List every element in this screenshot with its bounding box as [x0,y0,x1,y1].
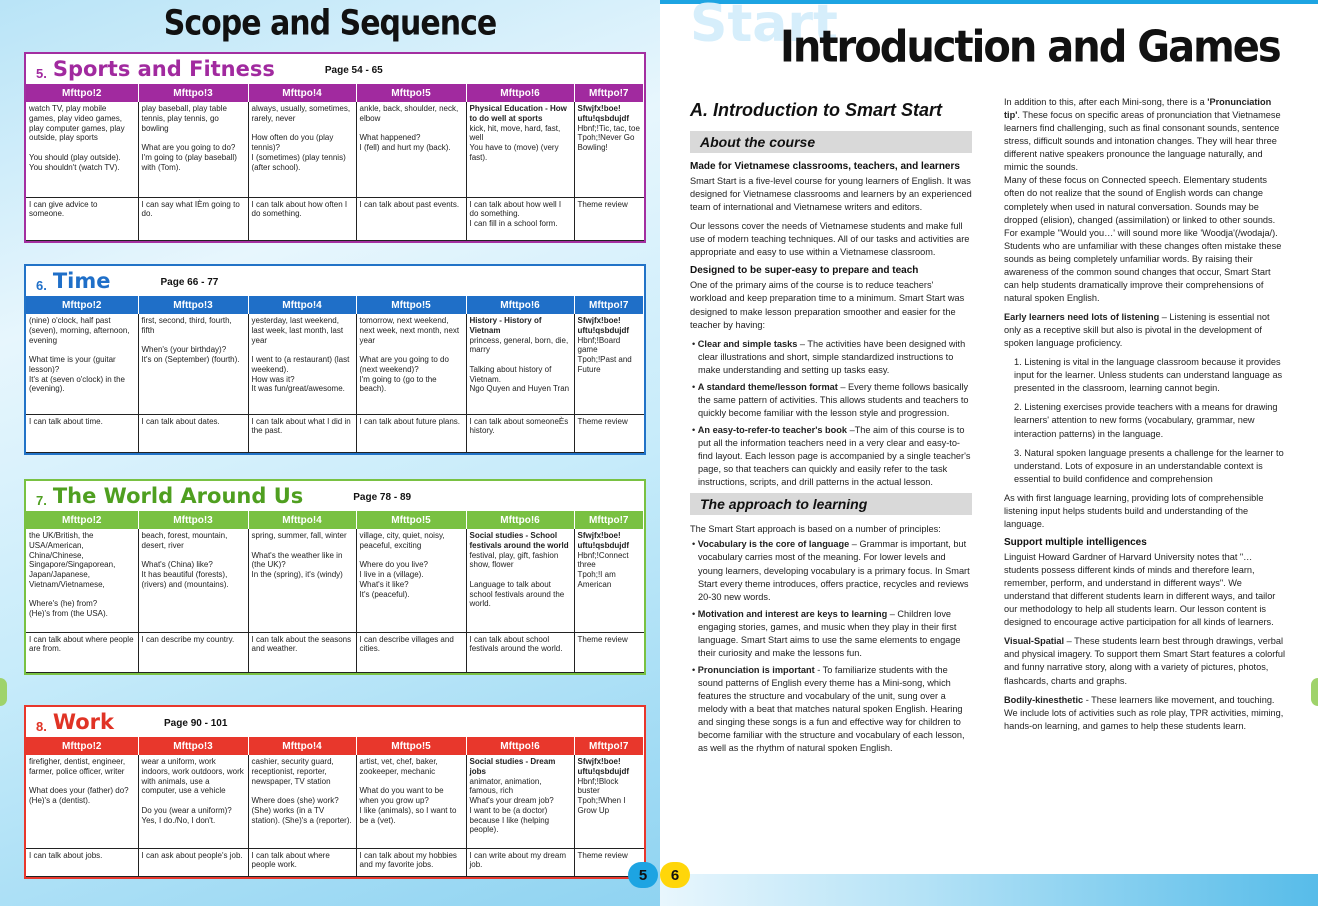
lesson-header: Mfttpo!3 [138,84,248,102]
section-pages: Page 66 - 77 [160,277,219,288]
lesson-header: Mfttpo!4 [248,511,356,529]
cell-heading: Social studies - School festivals around the world [469,531,569,550]
lesson-content-cell: play baseball, play table tennis, play tennis, go bowling What are you going to do? I'm going to (play baseball) with (Tom). [138,102,248,197]
section-work [24,705,646,879]
lesson-content-cell: spring, summer, fall, winter What's the weather like in (the UK)? In the (spring), it's (windy) [248,529,356,632]
lesson-header: Mfttpo!6 [466,737,574,755]
bullet-item: • Pronunciation is important - To familiarize students with the sound patterns of English every theme has a Mini-song, which features the structure and vocabulary of the unit, sung over a melody with a beat that matches natural spoken English. Hearing and singing these songs is a fun and effective way for children to become familiar with the structure and vocabulary of each lesson, as well as the rhythm of natural spoken English. [692,664,965,754]
section-pages: Page 78 - 89 [353,492,412,503]
page-number-right: 6 [660,862,690,888]
heading-a: A. Introduction to Smart Start [690,100,942,120]
section-time [24,264,646,455]
easy-paragraph: One of the primary aims of the course is to reduce teachers' workload and keep preparation time to a minimum. Smart Start was designed to make lesson preparation smoother and easier for the teacher by having: [690,280,965,330]
pronunciation-paragraph [1004,96,1286,305]
lesson-header: Mfttpo!4 [248,84,356,102]
lesson-goal-cell: I can ask about people's job. [138,848,248,876]
section-number: 7. [36,493,47,508]
lesson-header: Mfttpo!4 [248,296,356,314]
bullet-item: • Vocabulary is the core of language – Grammar is important, but vocabulary carries most of the meaning. For lower levels and young learners, developing vocabulary is a primary focus. In Smart Start every theme introduces, offers practice, recycles and reviews 20-30 new words. [692,539,970,602]
cell-text: Hbnf;!Board game Tpoh;!Past and Future [577,335,632,374]
lesson-header: Mfttpo!4 [248,737,356,755]
lesson-header: Mfttpo!2 [26,511,138,529]
cell-text: animator, animation, famous, rich What's your dream job? I want to be (a doctor) because I like (helping people). [469,776,554,835]
lesson-header: Mfttpo!5 [356,737,466,755]
cell-heading: Sfwjfx!boe! uftu!qsbdujdf [577,316,630,335]
pronunciation-tip-label: 'Pronunciation tip' [1004,97,1272,121]
right-column [1004,96,1286,739]
lesson-table [26,737,644,877]
cell-text: princess, general, born, die, marry Talking about history of Vietnam. Ngo Quyen and Huyen Tran [469,335,570,394]
lesson-goal-cell: I can talk about my hobbies and my favorite jobs. [356,848,466,876]
section-number: 6. [36,278,47,293]
lesson-content-cell [466,755,574,848]
lesson-content-cell [574,102,644,197]
cell-text: Hbnf;!Block buster Tpoh;!When I Grow Up [577,776,626,815]
bullet-text: – Grammar is important, but vocabulary carries most of the meaning. For lower levels and young learners, developing vocabulary is a primary focus. In Smart Start every theme introduces, offers practice, recycles and reviews 20-30 new words. [698,539,970,602]
text-run: In addition to this, after each Mini-song, there is a [1004,97,1208,107]
text-run: – These students learn best through drawings, verbal and physical imagery. To support them Smart Start features a colorful and funny narrative story, along with a variety of pictures, photos, flashcards, charts and graphs. [1004,636,1286,686]
lesson-goal-cell: I can talk about how well I do something. I can fill in a school form. [466,197,574,240]
subheading-made-for: Made for Vietnamese classrooms, teachers, and learners [690,161,960,172]
subheading-designed-easy: Designed to be super-easy to prepare and teach [690,265,919,277]
section-header [26,266,644,296]
lesson-content-cell [574,314,644,414]
bullet-item: • Motivation and interest are keys to learning – Children love engaging stories, games, and music when they play in their first language. Smart Start aims to use the same elements to engage their curiosity and make the lessons fun. [692,608,961,658]
section-sports-and-fitness [24,52,646,243]
bullet-item: • Clear and simple tasks – The activities have been designed with clear illustrations and short, simple standardized instructions to make understanding and setting up tasks easy. [692,338,966,375]
bullet-bold: Motivation and interest are keys to learning [697,608,888,619]
text-run: – Listening is essential not only as a receptive skill but also is pivotal in the development of spoken language proficiency. [1004,312,1270,349]
lesson-header: Mfttpo!6 [466,296,574,314]
lesson-header: Mfttpo!3 [138,296,248,314]
section-header [26,707,644,737]
about-paragraph-1: Smart Start is a five-level course for young learners of English. It was designed for Vietnamese classrooms and learners by an experienced team of international and Vietnamese writers and editors. [690,176,972,213]
watermark-text: Start [690,0,838,54]
lesson-goal-cell: I can talk about where people are from. [26,632,138,672]
page-number-left: 5 [628,862,658,888]
listening-point: 1. Listening is vital in the language classroom because it provides input for the learner. Unless students can understand language as presented in the classroom, learning cannot begin. [1014,357,1283,394]
section-pages: Page 90 - 101 [164,718,228,729]
text-run: . These focus on specific areas of pronunciation that Vietnamese learners find challenging, such as final consonant sounds, sentence stress, difficult sounds and intonation changes. They will hear three different native speakers pronounce the language naturally, and mimic the sounds. Many of these focus on Connected speech. Elementary students often do not realize that the sound of English words can change completely when used in natural conversation. Sounds may be dropped (elision), changed (assimilation) or linked to other sounds. For example "Would you…' will sound more like 'Woodja'(/wodaja/). Students who are unfamiliar with these changes often mistake these sounds as being completely unfamiliar words. By raising their awareness of the common sound changes that occur, Smart Start can help students dramatically improve their comprehensions of natural spoken English. [1004,110,1282,303]
lesson-goal-cell: I can talk about how often I do something. [248,197,356,240]
section-number: 5. [36,66,47,81]
lesson-header: Mfttpo!7 [574,296,644,314]
bottom-band [660,874,1318,906]
lesson-table [26,296,644,453]
lesson-content-cell: artist, vet, chef, baker, zookeeper, mechanic What do you want to be when you grow up? I like (animals), so I want to be a (vet). [356,755,466,848]
lesson-header: Mfttpo!7 [574,737,644,755]
bullet-text: – Children love engaging stories, games, and music when they play in their first language. Smart Start aims to use the same elements to engage their curiosity and make the lessons fun. [698,608,961,658]
bullet-bold: An easy-to-refer-to teacher's book [697,425,848,435]
lesson-goal-cell: Theme review [574,632,644,672]
lesson-header: Mfttpo!5 [356,84,466,102]
mi-paragraph: Linguist Howard Gardner of Harvard University notes that "… students possess different kinds of minds and therefore learn, remember, perform, and understand in different ways". We understand that different students learn in different ways, and tailor our methodology to help all students learn. Our lesson content is designed to encourage active participation for all kinds of learners. [1004,551,1276,628]
lesson-goal-cell: I can talk about school festivals around the world. [466,632,574,672]
lesson-content-cell: (nine) o'clock, half past (seven), morning, afternoon, evening What time is your (guitar lesson)? It's at (seven o'clock) in the (evening). [26,314,138,414]
lesson-content-cell [466,314,574,414]
lesson-header: Mfttpo!6 [466,84,574,102]
left-side-tab [0,678,7,706]
cell-heading: Sfwjfx!boe! uftu!qsbdujdf [577,757,630,776]
cell-heading: History - History of Vietnam [469,316,542,335]
listening-paragraph [1004,311,1286,350]
section-title: The World Around Us [52,484,304,508]
listening-closing: As with first language learning, providing lots of comprehensible listening input helps students build and understanding of the language. [1004,492,1264,529]
lesson-goal-cell: I can talk about future plans. [356,414,466,452]
lesson-goal-cell: I can talk about where people work. [248,848,356,876]
lesson-content-cell: first, second, third, fourth, fifth When's (your birthday)? It's on (September) (fourth). [138,314,248,414]
subheading-multiple-intelligences: Support multiple intelligences [1004,536,1147,548]
lesson-goal-cell: Theme review [574,848,644,876]
left-column [690,100,972,759]
visual-spatial-label: Visual-Spatial [1004,636,1065,647]
page-title: Introduction and Games [780,22,1280,73]
lesson-header: Mfttpo!2 [26,737,138,755]
about-paragraph-2: Our lessons cover the needs of Vietnamese students and make full use of modern teaching techniques. All of our tasks and activities are appropriate and easy to use within a Vietnamese classroom. [690,221,970,258]
lesson-goal-cell: I can talk about past events. [356,197,466,240]
lesson-header: Mfttpo!6 [466,511,574,529]
cell-text: Hbnf;!Tic, tac, toe Tpoh;!Never Go Bowling! [577,123,640,152]
lesson-goal-cell: I can write about my dream job. [466,848,574,876]
lesson-content-cell: village, city, quiet, noisy, peaceful, exciting Where do you live? I live in a (village). What's it like? It's (peaceful). [356,529,466,632]
bullet-list-features [690,338,972,490]
bullet-bold: Pronunciation is important [697,664,815,675]
band-approach: The approach to learning [690,493,972,515]
lesson-content-cell: tomorrow, next weekend, next week, next month, next year What are you going to do (next weekend)? I'm going to (go to the beach). [356,314,466,414]
bullet-text: - To familiarize students with the sound patterns of English every theme has a Mini-song, which features the structure and vocabulary of the unit, sung over a melody with a beat that matches natural spoken English. Hearing and singing these songs is a fun and effective way for children to become familiar with the structure and vocabulary of each lesson, as well as the rhythm of natural spoken English. [698,664,965,754]
right-page [660,0,1318,906]
lesson-content-cell: firefigher, dentist, engineer, farmer, police officer, writer What does your (father) do? (He)'s a (dentist). [26,755,138,848]
approach-paragraph: The Smart Start approach is based on a number of principles: [690,524,941,535]
listening-point: 2. Listening exercises provide teachers with a means for drawing learners' attention to new forms (vocabulary, grammar, new interaction patterns) in the language. [1014,402,1278,439]
lesson-table [26,84,644,241]
lesson-goal-cell: I can talk about dates. [138,414,248,452]
listening-label: Early learners need lots of listening [1004,312,1160,322]
bullet-list-principles [690,538,972,755]
lesson-header: Mfttpo!5 [356,296,466,314]
bullet-item: • An easy-to-refer-to teacher's book –The aim of this course is to put all the information teachers need in a very clear and easy-to-find layout. Each lesson page is accompanied by a single teacher's page, so that teachers can quickly and easily refer to the task instructions, scripts, and drill patterns in the actual lesson. [692,425,971,488]
cell-text: Hbnf;!Connect three Tpoh;!I am American [577,550,629,589]
bullet-bold: Clear and simple tasks [697,338,798,349]
section-the-world-around-us [24,479,646,675]
lesson-content-cell [574,755,644,848]
section-title: Sports and Fitness [52,57,275,81]
lesson-goal-cell: Theme review [574,414,644,452]
listening-point: 3. Natural spoken language presents a challenge for the learner to understand. Lots of exposure in an understandable context is essential to build confidence and comprehension [1014,447,1284,484]
lesson-content-cell [574,529,644,632]
section-pages: Page 54 - 65 [324,65,383,76]
lesson-content-cell: yesterday, last weekend, last week, last month, last year I went to (a restaurant) (last weekend). How was it? It was fun/great/awesome. [248,314,356,414]
page-title: Scope and Sequence [163,3,497,44]
cell-heading: Sfwjfx!boe! uftu!qsbdujdf [577,531,630,550]
lesson-header: Mfttpo!7 [574,84,644,102]
lesson-goal-cell: I can talk about time. [26,414,138,452]
lesson-content-cell [466,529,574,632]
lesson-header: Mfttpo!3 [138,511,248,529]
bodily-kinesthetic-paragraph [1004,694,1286,733]
lesson-header: Mfttpo!2 [26,296,138,314]
right-side-tab [1311,678,1318,706]
cell-text: festival, play, gift, fashion show, flower Language to talk about school festivals around the world. [469,550,565,609]
visual-spatial-paragraph [1004,635,1286,687]
bodily-kinesthetic-label: Bodily-kinesthetic [1004,694,1084,705]
lesson-content-cell: ankle, back, shoulder, neck, elbow What happened? I (fell) and hurt my (back). [356,102,466,197]
section-header [26,481,644,511]
text-run: - These learners like movement, and touching. We include lots of activities such as role play, TPR activities, miming, hands-on learning, and games to help these students learn. [1004,694,1284,731]
lesson-goal-cell: I can talk about the seasons and weather. [248,632,356,672]
lesson-goal-cell: I can describe my country. [138,632,248,672]
lesson-header: Mfttpo!5 [356,511,466,529]
lesson-content-cell: cashier, security guard, receptionist, reporter, newspaper, TV station Where does (she) work? (She) works (in a TV station). (She)'s a (reporter). [248,755,356,848]
bullet-text: –The aim of this course is to put all the information teachers need in a very clear and easy-to-find layout. Each lesson page is accompanied by a single teacher's page, so that teachers can quickly and easily refer to the task instructions, scripts, and drill patterns in the actual lesson. [698,425,971,488]
lesson-goal-cell: I can say what IÈm going to do. [138,197,248,240]
lesson-goal-cell: Theme review [574,197,644,240]
lesson-table [26,511,644,673]
lesson-goal-cell: I can talk about jobs. [26,848,138,876]
section-title: Work [52,710,115,734]
cell-heading: Physical Education - How to do well at sports [469,104,567,123]
bullet-bold: A standard theme/lesson format [697,381,838,392]
lesson-goal-cell: I can give advice to someone. [26,197,138,240]
lesson-header: Mfttpo!7 [574,511,644,529]
section-title: Time [52,269,111,293]
lesson-goal-cell: I can talk about what I did in the past. [248,414,356,452]
bullet-item: • A standard theme/lesson format – Every theme follows basically the same pattern of activities. This allows students and teachers to quickly become familiar with the lesson style and progression. [692,381,969,418]
bullet-text: – The activities have been designed with clear illustrations and short, simple standardized instructions to make understanding and setting up tasks easy. [698,338,966,375]
cell-text: kick, hit, move, hard, fast, well You have to (move) (very fast). [469,123,561,162]
lesson-content-cell [466,102,574,197]
lesson-content-cell: always, usually, sometimes, rarely, never How often do you (play tennis)? I (sometimes) (play tennis) (after school). [248,102,356,197]
bullet-text: – Every theme follows basically the same pattern of activities. This allows students and teachers to quickly become familiar with the lesson style and progression. [698,381,969,418]
lesson-header: Mfttpo!3 [138,737,248,755]
section-header [26,54,644,84]
lesson-content-cell: beach, forest, mountain, desert, river What's (China) like? It has beautiful (forests), (rivers) and (mountains). [138,529,248,632]
lesson-content-cell: watch TV, play mobile games, play video games, play computer games, play outside, play sports You should (play outside). You shouldn't (watch TV). [26,102,138,197]
lesson-goal-cell: I can describe villages and cities. [356,632,466,672]
cell-heading: Social studies - Dream jobs [469,757,556,776]
cell-heading: Sfwjfx!boe! uftu!qsbdujdf [577,104,630,123]
lesson-goal-cell: I can talk about someoneÈs history. [466,414,574,452]
section-number: 8. [36,719,47,734]
lesson-header: Mfttpo!2 [26,84,138,102]
bullet-bold: Vocabulary is the core of language [697,539,850,550]
lesson-content-cell: wear a uniform, work indoors, work outdoors, work with animals, use a computer, use a vehicle Do you (wear a uniform)? Yes, I do./No, I don't. [138,755,248,848]
band-about-course: About the course [690,131,972,153]
lesson-content-cell: the UK/British, the USA/American, China/Chinese, Singapore/Singaporean, Japan/Japanese, Vietnam/Vietnamese, Where's (he) from? (He)'s from (the USA). [26,529,138,632]
